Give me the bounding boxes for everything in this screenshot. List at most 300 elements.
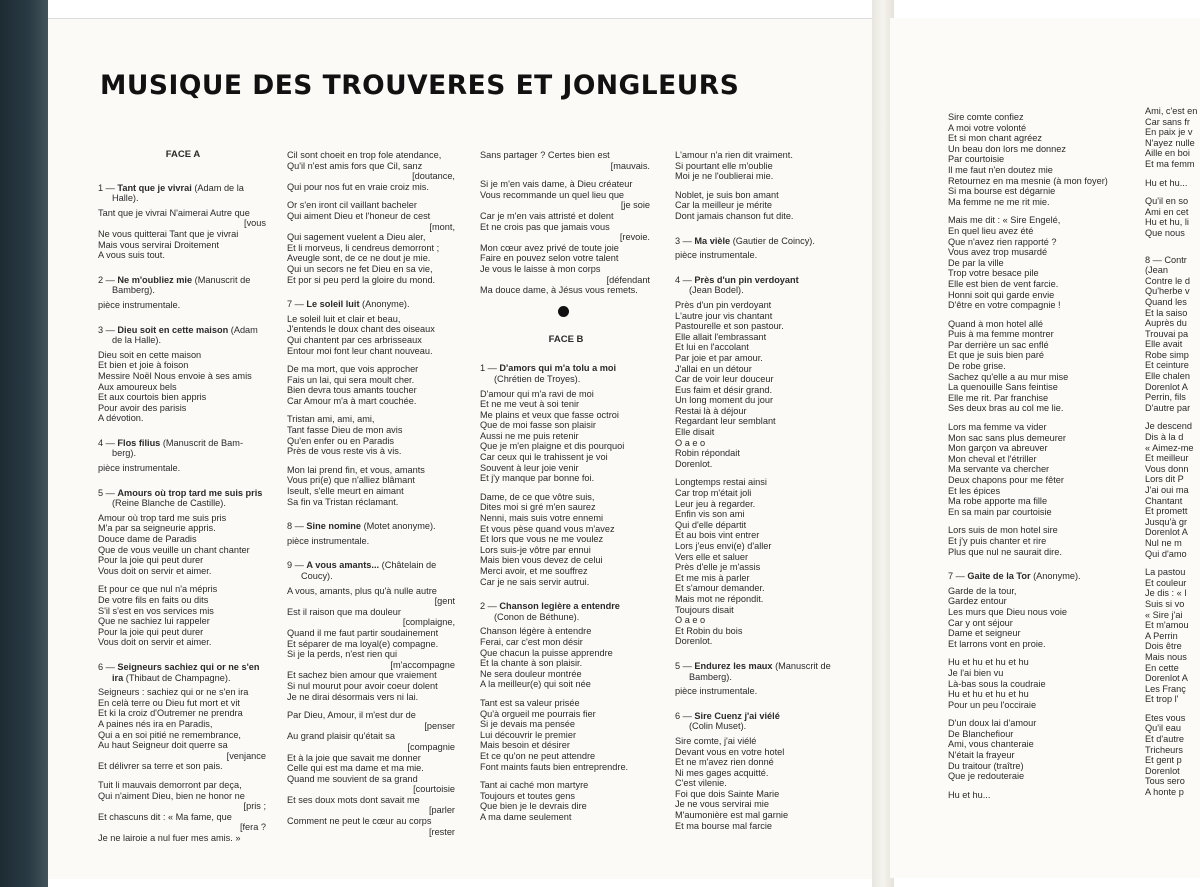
text-line: Car je ne sais servir autrui. — [480, 576, 590, 587]
song-heading-line — [287, 560, 457, 571]
song-heading-line — [98, 662, 268, 673]
stanza-gap — [1145, 247, 1200, 255]
text-line: Et aux courtois bien appris — [98, 392, 207, 403]
text-line: Un long moment du jour — [675, 395, 774, 406]
text-line: Et ne crois pas que jamais vous — [480, 221, 610, 232]
text-line: Mais nous — [1145, 651, 1187, 662]
text-line: Eus faim et désir grand. — [675, 384, 773, 395]
text-line: Or s'en iront cil vaillant bacheler — [287, 200, 417, 211]
text-line: Et chascuns dit : « Ma fame, que — [98, 811, 232, 822]
text-line: Est il raison que ma douleur — [287, 606, 401, 617]
song-heading-line — [480, 374, 652, 385]
song-number: 1 — — [480, 363, 500, 374]
text-line: Que ne sachiez lui rappeler — [98, 616, 210, 627]
song-attribution: berg). — [112, 448, 137, 459]
text-line: « Aimez-me — [1145, 442, 1194, 453]
text-line: Etes vous — [1145, 712, 1186, 723]
text-line: En paix je v — [1145, 127, 1193, 138]
song-entry — [287, 521, 457, 546]
text-line: Noblet, je suis bon amant — [675, 189, 779, 200]
text-line: Près d'un pin verdoyant — [675, 299, 772, 310]
text-line: [fera ? — [239, 822, 266, 833]
text-line: Tant que je vivrai N'aimerai Autre que — [98, 207, 250, 218]
text-line: Que de vous veuille un chant chanter — [98, 544, 250, 555]
text-line: Qui un secors ne fet Dieu en sa vie, — [287, 263, 433, 274]
song-attribution: (Adam de la — [191, 182, 244, 193]
text-line: Mais mot ne répondit. — [675, 593, 764, 604]
song-number: 3 — — [98, 324, 118, 335]
text-line: Car sans fr — [1145, 116, 1190, 127]
stanza-gap — [287, 457, 457, 465]
text-line: S'il s'est en vos services mis — [98, 605, 214, 616]
text-line: J'ai oui ma — [1145, 485, 1189, 495]
text-line: Et bien et joie à foison — [98, 360, 189, 371]
song-attribution: (Reine Blanche de Castille). — [112, 498, 226, 509]
text-line: Je ne vous servirai mie — [675, 799, 769, 810]
text-line: Et li morveus, li cendreus demorront ; — [287, 242, 440, 253]
text-line: Contre le d — [1145, 275, 1190, 286]
song-entry — [675, 275, 847, 647]
text-line: Mon sac sans plus demeurer — [948, 432, 1066, 443]
text-line: Le soleil luit et clair et beau, — [287, 313, 401, 324]
song-title: Sire Cuenz j'ai viélé — [694, 710, 780, 721]
text-line: Tricheurs — [1145, 744, 1183, 755]
text-line: Pour avoir des parisis — [98, 402, 187, 413]
text-line: Mais me dit : « Sire Engelé, — [948, 215, 1061, 226]
song-heading-line — [948, 571, 1133, 582]
text-line: L'amour n'a rien dit vraiment. — [675, 150, 793, 160]
song-number: 7 — — [948, 571, 968, 582]
song-number: 6 — — [98, 661, 118, 672]
text-line: Je dis : « l — [1145, 588, 1187, 599]
text-line: Ma douce dame, à Jésus vous remets. — [480, 285, 638, 296]
text-line: Et sachez bien amour que vraiement — [287, 670, 437, 681]
text-line: [revoie. — [619, 232, 650, 243]
song-attribution: (Jean Bodel). — [689, 285, 744, 296]
song-title: Ne m'oubliez mie — [117, 274, 193, 285]
song-heading-line — [480, 612, 652, 623]
song-heading-line — [675, 236, 847, 247]
text-line: Car je m'en vais attristé et dolent — [480, 210, 614, 221]
text-line: En sa main par courtoisie — [948, 506, 1052, 517]
text-line: M'a par sa seigneurie appris. — [98, 523, 216, 534]
text-line: L'autre jour vis chantant — [675, 310, 773, 321]
song-heading-line — [98, 193, 268, 204]
text-line: Ni mes gages acquitté. — [675, 767, 769, 778]
text-line: [vous — [244, 218, 266, 229]
song-heading — [948, 571, 1133, 582]
song-entry — [98, 275, 268, 311]
song-heading-line — [98, 325, 268, 336]
text-line: Vers elle et saluer — [675, 551, 749, 562]
bullet-dot-icon — [558, 306, 569, 317]
text-line: A paines nés ira en Paradis, — [98, 718, 213, 729]
text-line: Qui a en soi pitié ne remembrance, — [98, 729, 241, 740]
song-lyrics — [948, 586, 1133, 801]
text-line: J'allai en un détour — [675, 363, 752, 374]
song-attribution: Bamberg). — [112, 285, 155, 296]
face-b-heading: FACE B — [548, 333, 584, 345]
stanza-gap — [948, 782, 1133, 790]
song-lyrics — [98, 350, 268, 424]
text-line: Sa fin va Tristan réclamant. — [287, 496, 399, 507]
text-line: Et séparer de ma loyal(e) compagne. — [287, 638, 439, 649]
song-lyrics — [287, 536, 457, 547]
text-line: Elle chalen — [1145, 371, 1190, 382]
text-line: Lors ma femme va vider — [948, 422, 1047, 433]
text-line: Et gent p — [1145, 755, 1182, 766]
text-line: Un beau don lors me donnez — [948, 143, 1066, 154]
text-line: Puis à ma femme montrer — [948, 329, 1054, 340]
song-attribution: (Chrétien de Troyes). — [494, 373, 581, 384]
song-attribution: Coucy). — [301, 571, 333, 581]
song-heading-line — [98, 488, 268, 499]
text-line: Hu et hu et hu et hu — [948, 689, 1029, 700]
song-title: Flos filius — [117, 437, 161, 448]
song-heading-line — [675, 285, 847, 296]
text-line: Dis à la d — [1145, 432, 1184, 443]
text-line: Dieu soit en cette maison — [98, 349, 202, 360]
column-3 — [480, 150, 652, 836]
text-line: Leur jeu à regarder. — [675, 498, 756, 509]
text-line: De par la ville — [948, 257, 1004, 268]
text-line: Car Amour m'a à mart couchée. — [287, 395, 417, 406]
stanza-gap — [287, 406, 457, 414]
song-heading — [98, 325, 268, 346]
song-heading — [287, 521, 457, 532]
text-line: Si je la perds, n'est rien qui — [287, 649, 398, 660]
text-line: Dorenlot A — [1145, 673, 1188, 684]
song-heading-line — [287, 521, 457, 532]
text-line: Lors dit P — [1145, 474, 1184, 485]
song-lyrics — [480, 389, 652, 588]
text-line: Robe simp — [1145, 349, 1189, 360]
text-line: A vous suis tout. — [98, 250, 165, 261]
text-line: O a e o — [675, 437, 706, 448]
song-attribution: (Manuscrit de — [192, 274, 251, 285]
text-line: [mauvais. — [610, 160, 650, 171]
text-line: pièce instrumentale. — [675, 686, 758, 697]
song-lyrics — [675, 736, 847, 831]
text-line: Honni soit qui garde envie — [948, 289, 1055, 300]
text-line: Fais un lai, qui sera moult cher. — [287, 374, 415, 385]
text-line: Dame et seigneur — [948, 628, 1021, 639]
text-line: Que nous — [1145, 227, 1185, 238]
song-heading-line — [98, 285, 268, 296]
song-lyrics — [675, 686, 847, 697]
text-line: J'entends le doux chant des oiseaux — [287, 324, 435, 335]
text-line: Hu et hu et hu et hu — [948, 657, 1029, 668]
text-line: [gent — [434, 596, 455, 607]
text-line: [mont, — [429, 221, 455, 232]
text-line: Que chacun la puisse apprendre — [480, 647, 613, 658]
text-line: Dois être — [1145, 641, 1182, 652]
song-lyrics — [98, 513, 268, 648]
text-line: pièce instrumentale. — [98, 299, 181, 310]
text-line: Tous sero — [1145, 776, 1185, 787]
song-heading — [675, 236, 847, 247]
text-line: Dorenlot A — [1145, 527, 1188, 538]
song-heading — [98, 488, 268, 509]
continued-lyrics — [480, 150, 652, 296]
song-heading — [675, 661, 847, 682]
song-title: Le soleil luit — [306, 299, 360, 310]
song-number: 5 — — [98, 487, 118, 498]
text-line: Là-bas sous la coudraie — [948, 678, 1046, 689]
text-line: Et ma femm — [1145, 158, 1195, 169]
song-attribution: (Conon de Béthune). — [494, 611, 580, 622]
text-line: Ferai, car c'est mon désir — [480, 636, 583, 647]
text-line: Trouvai pa — [1145, 328, 1189, 339]
text-line: [doutance, — [412, 171, 455, 182]
song-title: Près d'un pin verdoyant — [694, 274, 799, 285]
text-line: Qu'herbe v — [1145, 286, 1190, 297]
text-line: Devant vous en votre hotel — [675, 746, 785, 757]
song-number: 2 — — [480, 601, 500, 612]
song-number: 5 — — [675, 660, 695, 671]
text-line: De Blanchefiour — [948, 728, 1014, 739]
text-line: Hu et hu... — [948, 789, 991, 800]
song-entry — [287, 560, 457, 837]
text-line: Vous donn — [1145, 463, 1189, 474]
text-line: [pris ; — [243, 801, 266, 812]
text-line: Et s'amour demander. — [675, 583, 765, 594]
text-line: Au haut Seigneur doit querre sa — [98, 740, 228, 751]
song-attribution: (Motet anonyme). — [361, 521, 436, 532]
text-line: Sans partager ? Certes bien est — [480, 150, 610, 160]
text-line: Robin répondait — [675, 448, 740, 459]
column-1 — [98, 150, 268, 857]
text-line: A Perrin — [1145, 630, 1178, 641]
text-line: Mon cœur avez privé de toute joie — [480, 242, 619, 253]
text-line: De robe grise. — [948, 361, 1006, 372]
text-line: Et ce qu'on ne peut attendre — [480, 750, 596, 761]
text-line: Car y ont séjour — [948, 617, 1013, 628]
text-line: (Jean — [1145, 265, 1168, 276]
text-line: Elle disait — [675, 427, 715, 438]
song-number: 4 — — [675, 274, 695, 285]
song-heading-line — [98, 448, 268, 459]
text-line: Et ses doux mots dont savait me — [287, 794, 420, 805]
song-number: 1 — — [98, 182, 118, 193]
song-entry — [948, 571, 1133, 800]
text-line: Lors suis de mon hotel sire — [948, 525, 1058, 536]
page-title: MUSIQUE DES TROUVERES ET JONGLEURS — [100, 70, 740, 101]
text-line: Chanson légère à entendre — [480, 626, 592, 637]
text-line: Qu'il eau — [1145, 723, 1181, 734]
text-line: Ne sera douleur montrée — [480, 668, 582, 679]
text-line: Je ne dirai désormais vers ni lai. — [287, 691, 419, 702]
song-number: 2 — — [98, 274, 118, 285]
text-line: Et couleur — [1145, 577, 1187, 588]
song-attribution: (Thibaut de Champagne). — [123, 672, 231, 683]
text-line: « Sire j'ai — [1145, 609, 1183, 620]
song-heading-line — [98, 275, 268, 286]
continued-lyrics — [287, 150, 457, 285]
text-line: La pastou — [1145, 567, 1186, 578]
text-line: Hu et hu, li — [1145, 217, 1189, 228]
song-attribution: (Anonyme). — [359, 299, 410, 310]
song-number: 4 — — [98, 437, 118, 448]
song-attribution: (Manuscrit de — [772, 660, 831, 671]
text-line: Tristan ami, ami, ami, — [287, 414, 375, 425]
song-attribution: Bamberg). — [689, 671, 732, 682]
text-line: Et au bois vint entrer — [675, 530, 760, 541]
text-line: Aussi ne me puis retenir — [480, 430, 579, 441]
song-title: Chanson legière a entendre — [499, 601, 620, 612]
text-line: [je soie — [620, 200, 650, 211]
text-line: N'était la frayeur — [948, 750, 1015, 761]
text-line: En quel lieu avez été — [948, 225, 1034, 236]
text-line: Et trop l' — [1145, 694, 1179, 705]
text-line: Dorenlot. — [675, 458, 713, 469]
text-line: Vous recommande un quel lieu que — [480, 189, 625, 200]
song-number: 7 — — [287, 299, 307, 310]
text-line: Mon lai prend fin, et vous, amants — [287, 464, 425, 475]
text-line: Qu'à orgueil me pourrais fier — [480, 708, 596, 719]
stanza-gap — [287, 356, 457, 364]
song-entry — [480, 363, 652, 587]
song-attribution: (Anonyme). — [1030, 571, 1081, 582]
text-line: Ami, c'est en — [1145, 106, 1198, 116]
song-heading-line — [287, 571, 457, 582]
text-line: [défendant — [606, 274, 650, 285]
text-line: A ma dame seulement — [480, 811, 572, 822]
text-line: Si je devais ma pensée — [480, 719, 575, 730]
text-line: A vous, amants, plus qu'à nulle autre — [287, 585, 437, 596]
text-line: Les murs que Dieu nous voie — [948, 606, 1067, 617]
song-heading-line — [480, 363, 652, 374]
text-line: [compagnie — [407, 741, 455, 752]
text-line: Toujours et toutes gens — [480, 790, 575, 801]
text-line: Ne vous quitterai Tant que je vivrai — [98, 228, 239, 239]
text-line: Lors j'eus envi(e) d'aller — [675, 541, 772, 551]
text-line: Deux chapons pour me fêter — [948, 475, 1064, 485]
song-heading-line — [98, 183, 268, 194]
text-line: Tuit li mauvais demorront par deça, — [98, 779, 242, 790]
stanza-gap — [98, 772, 268, 780]
song-attribution: (Gautier de Coincy). — [730, 235, 815, 246]
text-line: A la meilleur(e) qui soit née — [480, 679, 591, 690]
text-line: Merci avoir, et me souffrez — [480, 566, 588, 576]
stanza-gap — [1145, 413, 1200, 421]
song-title: A vous amants... — [306, 560, 380, 571]
text-line: Toujours disait — [675, 604, 734, 615]
text-line: Que n'avez rien rapporté ? — [948, 236, 1057, 247]
text-line: Qu'il en so — [1145, 196, 1189, 207]
text-line: Nul ne m — [1145, 537, 1182, 548]
text-line: Pour un peu l'occiraie — [948, 699, 1037, 710]
text-line: [parler — [428, 805, 455, 816]
text-line: pièce instrumentale. — [675, 250, 758, 261]
stanza-gap — [948, 517, 1133, 525]
text-line: Trop votre besace pile — [948, 268, 1039, 279]
text-line: Gardez entour — [948, 596, 1007, 607]
text-line: Par joie et par amour. — [675, 352, 763, 363]
song-entry — [98, 438, 268, 474]
text-line: Et les épices — [948, 485, 1001, 496]
text-line: Cil sont choeit en trop fole atendance, — [287, 150, 442, 160]
text-line: Font maints fauts bien entreprendre. — [480, 761, 629, 772]
text-line: Par courtoisie — [948, 154, 1005, 165]
text-line: Tant ai caché mon martyre — [480, 780, 589, 791]
text-line: Me plains et veux que fasse octroi — [480, 409, 619, 420]
text-line: Par Dieu, Amour, il m'est dur de — [287, 710, 416, 721]
text-line: Aux amoureux bels — [98, 381, 177, 392]
song-number: 3 — — [675, 235, 695, 246]
song-entry — [480, 601, 652, 822]
text-line: Vous doit on servir et aimer. — [98, 637, 212, 648]
stanza-gap — [675, 182, 847, 190]
text-line: Qui d'elle départit — [675, 519, 747, 530]
text-line: Iseult, s'elle meurt en aimant — [287, 486, 404, 497]
text-line: Vous doit on servir et aimer. — [98, 565, 212, 576]
song-lyrics — [98, 687, 268, 843]
text-line: Et la chante à son plaisir. — [480, 658, 583, 669]
text-line: Qui pour nos fut en vraie croiz mis. — [287, 181, 429, 192]
stanza-gap — [1145, 705, 1200, 713]
song-title: ira — [112, 672, 124, 683]
song-heading-line — [98, 673, 268, 684]
text-line: Qui aiment Dieu et l'honeur de cest — [287, 210, 431, 221]
stanza-gap — [480, 690, 652, 698]
song-heading — [675, 275, 847, 296]
text-line: Et ceinture — [1145, 360, 1189, 371]
text-line: Entour moi font leur chant nouveau. — [287, 345, 433, 356]
text-line: Les Franç — [1145, 683, 1186, 694]
text-line: D'un doux lai d'amour — [948, 718, 1037, 729]
text-line: Ma servante va chercher — [948, 464, 1050, 475]
text-line: Sachez qu'elle a au mur mise — [948, 371, 1069, 382]
song-entry — [675, 236, 847, 261]
text-line: Mais besoin et désirer — [480, 740, 570, 751]
stanza-gap — [287, 192, 457, 200]
column-5 — [948, 112, 1133, 814]
text-line: Près de vous reste vis à vis. — [287, 446, 402, 457]
stanza-gap — [98, 576, 268, 584]
text-line: Et délivrer sa terre et son pais. — [98, 761, 223, 772]
song-number: 8 — — [287, 521, 307, 532]
text-line: Mon garçon va abreuver — [948, 443, 1048, 454]
text-line: Sire comte, j'ai viélé — [675, 735, 757, 746]
text-line: Dorenlot. — [675, 636, 713, 647]
text-line: Seigneurs : sachiez qui or ne s'en ira — [98, 687, 249, 698]
text-line: Jusqu'à gr — [1145, 516, 1188, 527]
song-heading-line — [675, 711, 847, 722]
song-heading-line — [675, 672, 847, 683]
text-line: Et ne me veut à soi tenir — [480, 399, 580, 410]
text-line: [rester — [428, 826, 455, 837]
text-line: Et vous pèse quand vous m'avez — [480, 523, 615, 534]
column-6-partial — [1145, 106, 1200, 798]
song-lyrics — [675, 250, 847, 261]
song-heading-line — [675, 721, 847, 732]
text-line: Et la saiso — [1145, 307, 1188, 318]
text-line: Et ma bourse mal farcie — [675, 820, 773, 831]
song-title: Amours où trop tard me suis pris — [117, 487, 263, 498]
text-line: Et que je suis bien paré — [948, 350, 1045, 361]
text-line: Amour où trop tard me suis pris — [98, 512, 227, 523]
text-line: Pour la joie qui peut durer — [98, 555, 204, 566]
song-entry — [287, 299, 457, 507]
text-line: Elle avait — [1145, 339, 1183, 350]
text-line: Je descend — [1145, 421, 1192, 432]
stanza-gap — [480, 484, 652, 492]
song-entry — [675, 661, 847, 697]
text-line: Mais vous servirai Droitement — [98, 239, 220, 250]
text-line: Car ceux qui le trahissent je voi — [480, 452, 608, 463]
song-title: Gaite de la Tor — [967, 571, 1031, 582]
